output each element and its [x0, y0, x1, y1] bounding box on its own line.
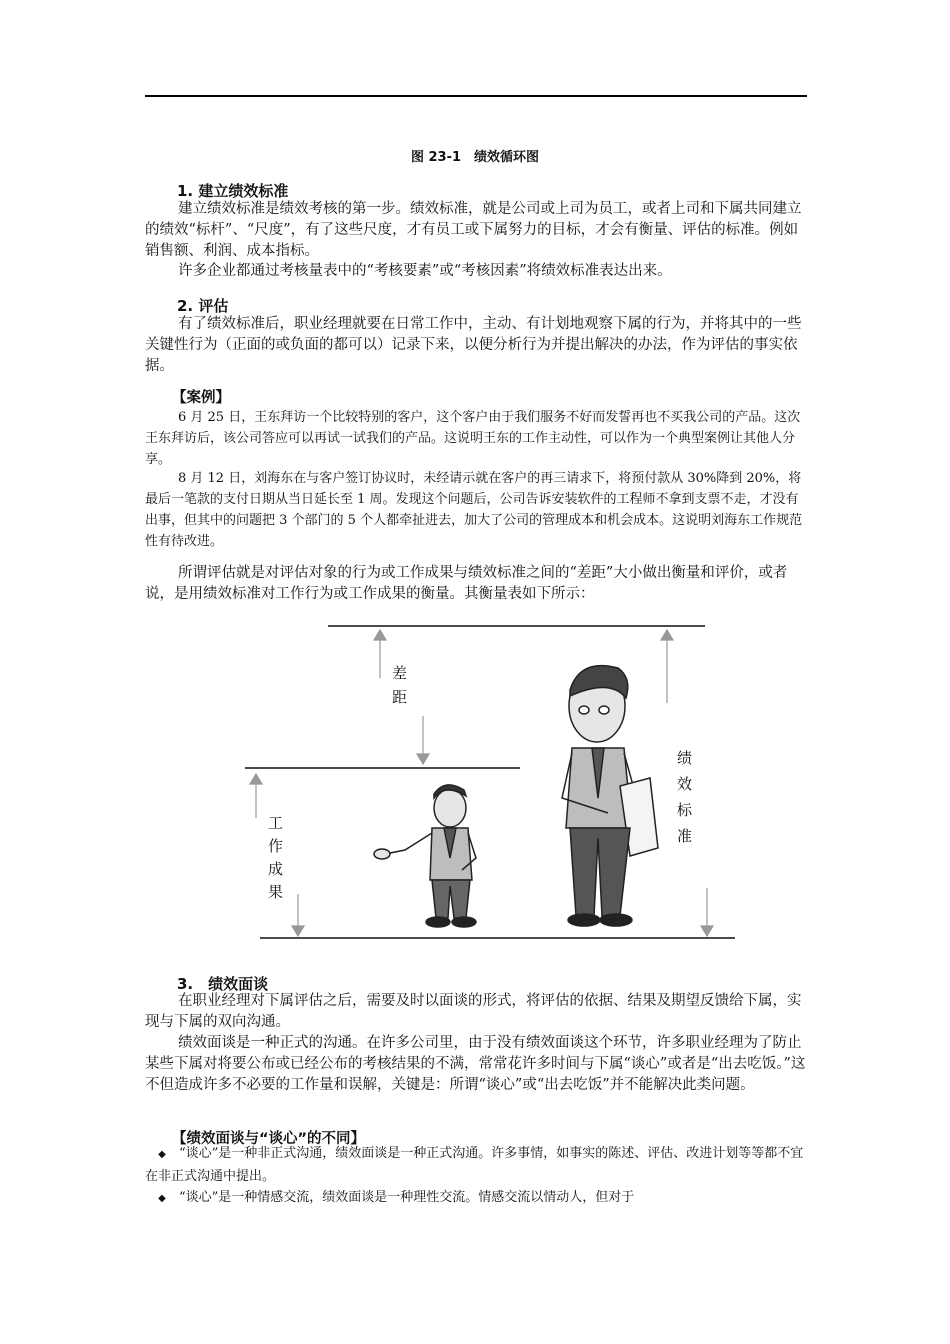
section-heading-3: 3. 绩效面谈 [177, 975, 269, 993]
section2-paragraph-2: 所谓评估就是对评估对象的行为或工作成果与绩效标准之间的“差距”大小做出衡量和评价，或者说，是用绩效标准对工作行为或工作成果的衡量。其衡量表如下所示： [145, 565, 788, 602]
work-label-3: 成 [268, 860, 284, 878]
difference-title: 【绩效面谈与“谈心”的不同】 [172, 1131, 366, 1147]
standard-label-4: 准 [677, 827, 693, 845]
case-paragraph-2: 8 月 12 日，刘海东在与客户签订协议时，未经请示就在客户的再三请求下，将预付款从 30%降到 20%，将最后一笔款的支付日期从当日延长至 1 周。发现这个问题后，公司告诉安装软件的工程师不拿到支票不走，才没有出事，但其中的问题把 3 个部门的 5 个人都牵扯进去，加大了公司的管理成本和机会成本。这说明刘海东工作规范性有待改进。 [145, 471, 803, 549]
work-arrows [250, 774, 304, 936]
work-label-4: 果 [268, 883, 284, 901]
section-heading-1: 1. 建立绩效标准 [177, 182, 289, 200]
bullet-icon: ◆ [158, 1149, 166, 1160]
standard-figure-icon [562, 666, 658, 926]
bullet-icon: ◆ [158, 1193, 166, 1204]
bullet-item-1 [145, 1143, 815, 1188]
case-paragraph-1: 6 月 25 日，王东拜访一个比较特别的客户，这个客户由于我们服务不好而发誓再也不买我公司的产品。这次王东拜访后，该公司答应可以再试一试我们的产品。这说明王东的工作主动性，可以作为一个典型案例让其他人分享。 [145, 410, 801, 467]
bullet-text-2: “谈心”是一种情感交流，绩效面谈是一种理性交流。情感交流以情动人，但对于 [179, 1190, 635, 1205]
gap-label-2: 距 [392, 688, 408, 706]
performance-gap-figure [240, 618, 750, 948]
figure-caption: 图 23-1 绩效循环图 [410, 150, 540, 165]
section-heading-2: 2. 评估 [177, 297, 229, 315]
section3-paragraph-1: 在职业经理对下属评估之后，需要及时以面谈的形式，将评估的依据、结果及期望反馈给下属，实现与下属的双向沟通。 [145, 993, 802, 1030]
header-rule [145, 95, 807, 97]
standard-label-3: 标 [677, 801, 693, 819]
gap-label-1: 差 [392, 664, 408, 682]
case-title: 【案例】 [172, 390, 230, 406]
subordinate-figure-icon [374, 785, 476, 927]
bullet-text-1: “谈心”是一种非正式沟通，绩效面谈是一种正式沟通。许多事情，如事实的陈述、评估、改进计划等等都不宜在非正式沟通中提出。 [145, 1146, 804, 1184]
section1-paragraph-2: 许多企业都通过考核量表中的“考核要素”或“考核因素”将绩效标准表达出来。 [178, 263, 672, 279]
section2-paragraph-1: 有了绩效标准后，职业经理就要在日常工作中，主动、有计划地观察下属的行为，并将其中的一些关键性行为（正面的或负面的都可以）记录下来，以便分析行为并提出解决的办法，作为评估的事实依据。 [145, 316, 802, 374]
bullet-item-2 [145, 1187, 815, 1210]
section3-paragraph-2: 绩效面谈是一种正式的沟通。在许多公司里，由于没有绩效面谈这个环节，许多职业经理为了防止某些下属对将要公布或已经公布的考核结果的不满，常常花许多时间与下属“谈心”或者是“出去吃饭。”这不但造成许多不必要的工作量和误解，关键是：所谓“谈心”或“出去吃饭”并不能解决此类问题。 [145, 1035, 806, 1093]
standard-label-1: 绩 [677, 749, 693, 767]
section1-paragraph-1: 建立绩效标准是绩效考核的第一步。绩效标准，就是公司或上司为员工，或者上司和下属共同建立的绩效“标杆”、“尺度”，有了这些尺度，才有员工或下属努力的目标，才会有衡量、评估的标准。例如销售额、利润、成本指标。 [145, 201, 802, 259]
standard-label-2: 效 [677, 775, 693, 793]
work-label-1: 工 [268, 814, 284, 832]
work-label-2: 作 [268, 837, 284, 855]
